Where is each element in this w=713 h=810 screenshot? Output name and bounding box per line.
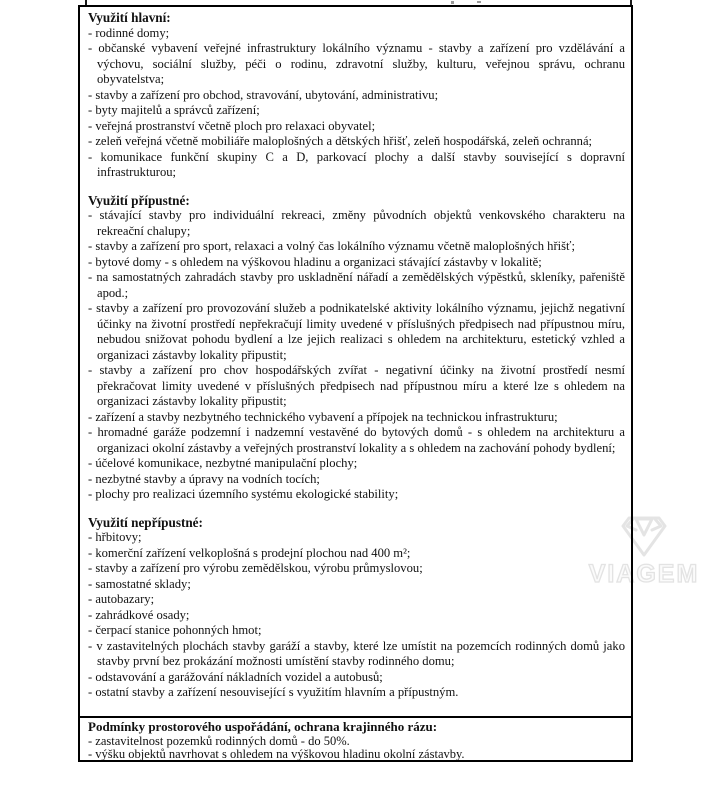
list-item: - zařízení a stavby nezbytného technického vybavení a přípojek na technickou infrastrukturu; [88,409,558,424]
list-item: - rodinné domy; [88,25,170,40]
scan-speck [451,1,454,4]
list-item: - stavby a zařízení pro výrobu zemědělskou, výrobu průmyslovou; [88,561,423,575]
list-item: - komunikace funkční skupiny C a D, parkovací plochy a další stavby související s dopravní infrastrukturou; [88,149,625,179]
section-heading-main-use: Využití hlavní: [88,10,171,25]
list-item: - byty majitelů a správců zařízení; [88,103,260,117]
section-impermissible-use [88,515,625,701]
section-permissible-use [88,193,625,503]
section-main-use [88,10,625,181]
list-item: - bytové domy - s ohledem na výškovou hladinu a organizaci stávající zástavby v lokalitě; [88,254,542,269]
list-item: - komerční zařízení velkoplošná s prodejní plochou nad 400 m²; [88,545,411,560]
list-item: - občanské vybavení veřejné infrastruktury lokálního významu - stavby a zařízení pro vzdělávání a výchovu, sociální služby, péči o rodinu, zdravotní služby, kulturu, veřejnou správu, ochranu obyvatelstva; [88,41,625,86]
list-item: - stavby a zařízení pro obchod, stravování, ubytování, administrativu; [88,87,439,102]
list-item: - veřejná prostranství včetně ploch pro relaxaci obyvatel; [88,118,376,133]
section-heading-impermissible-use: Využití nepřípustné: [88,514,203,530]
list-item: - na samostatných zahradách stavby pro uskladnění nářadí a zemědělských výpěstků, skleníky, pařeniště apod.; [88,270,625,300]
list-item: - stavby a zařízení pro provozování služeb a podnikatelské aktivity lokálního významu, jejichž negativní účinky na životní prostředí nepřekračují limity uvedené v příslušných předpisech nad přípustnou míru, nebudou snižovat pohodu bydlení a lze jejich realizaci s ohledem na architekturu, estetický vzhled a organizaci zástavby lokality připustit; [88,301,625,362]
list-item: - v zastavitelných plochách stavby garáží a stavby, které lze umístit na pozemcích rodinných domů jako stavby první bez prokázání možnosti umístění stavby rodinného domu; [88,638,625,668]
list-item: - účelové komunikace, nezbytné manipulační plochy; [88,456,358,470]
watermark-brand-text: VIAGEM [588,560,700,588]
section-heading-permissible-use: Využití přípustné: [88,192,190,208]
section-heading-spatial-conditions: Podmínky prostorového uspořádání, ochrana krajinného rázu: [88,719,438,734]
list-item: - ostatní stavby a zařízení nesouvisející s využitím hlavním a přípustným. [88,685,459,699]
list-item: - stávající stavby pro individuální rekreaci, změny původních objektů venkovského charakteru na rekreační chalupy; [88,208,625,238]
list-item: - zeleň veřejná včetně mobiliáře maloplošných a dětských hřišť, zeleň hospodářská, zeleň ochranná; [88,134,593,148]
list-item: - hromadné garáže podzemní i nadzemní vestavěné do bytových domů - s ohledem na architekturu a organizaci okolní zástavby a veřejných prostranství lokality a s ohledem na zachování pohody bydlení; [88,425,625,455]
list-item: - čerpací stanice pohonných hmot; [88,623,262,637]
list-item: - zastavitelnost pozemků rodinných domů - do 50%. [88,733,350,748]
list-item: - hřbitovy; [88,530,142,544]
list-item: - výšku objektů navrhovat s ohledem na výškovou hladinu okolní zástavby. [88,747,465,760]
list-item: - plochy pro realizaci územního systému ekologické stability; [88,487,399,501]
list-item: - odstavování a garážování nákladních vozidel a autobusů; [88,669,383,684]
scan-speck [477,1,481,3]
list-item: - samostatné sklady; [88,576,191,591]
list-item: - nezbytné stavby a úpravy na vodních tocích; [88,471,320,486]
uses-cell [80,7,631,716]
list-item: - zahrádkové osady; [88,607,190,622]
list-item: - autobazary; [88,592,155,606]
list-item: - stavby a zařízení pro chov hospodářských zvířat - negativní účinky na životní prostředí nesmí překračovat limity uvedené v příslušných předpisech nad přípustnou míru a které lze s ohledem na organizaci zástavby lokality připustit; [88,363,625,408]
zoning-table [78,5,633,762]
list-item: - stavby a zařízení pro sport, relaxaci a volný čas lokálního významu včetně maloplošných hřišť; [88,239,575,253]
conditions-cell [80,716,631,760]
